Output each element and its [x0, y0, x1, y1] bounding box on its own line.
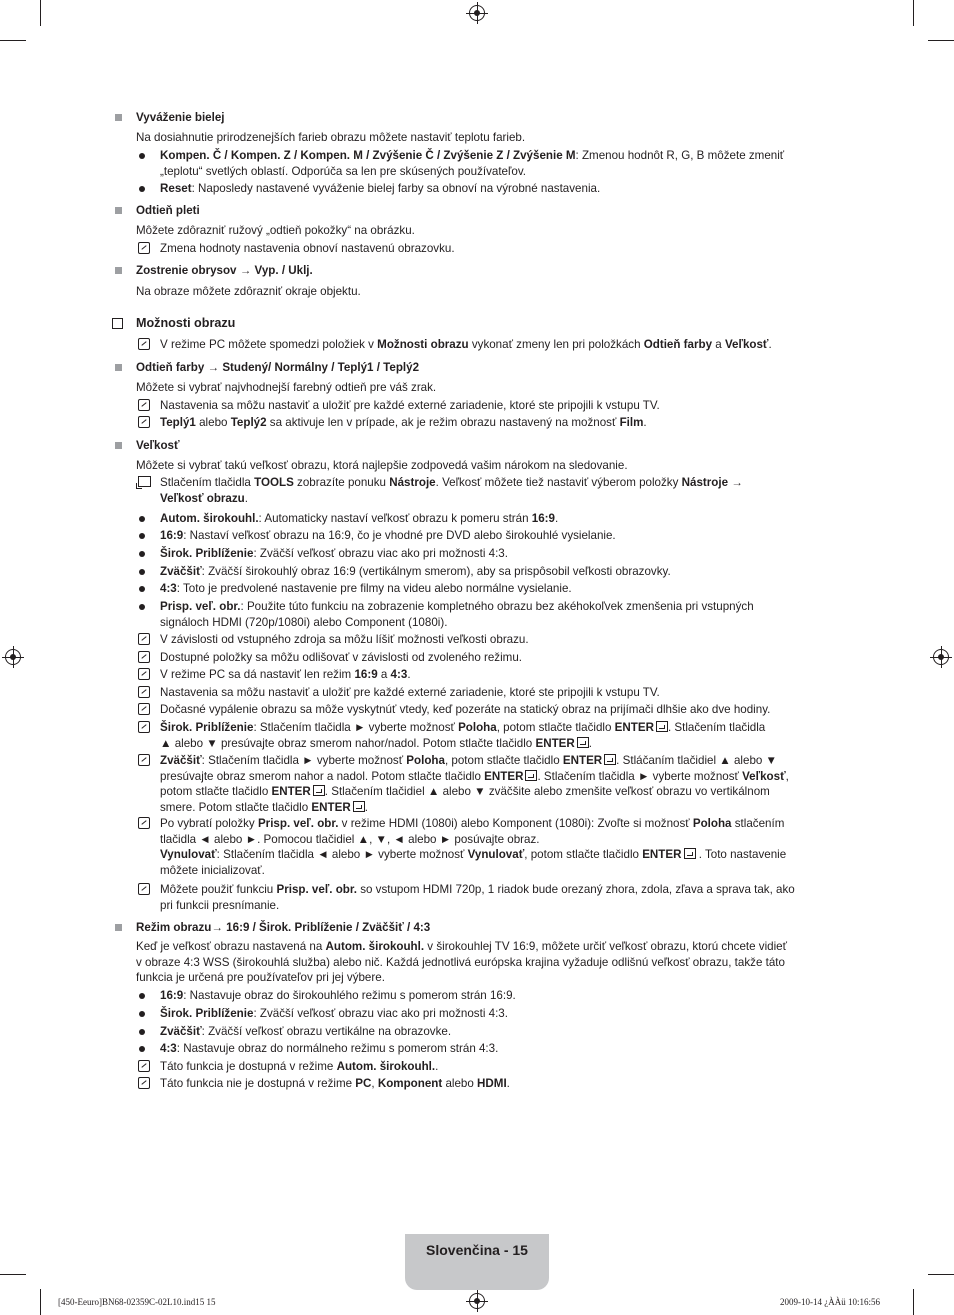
note-item: Táto funkcia nie je dostupná v režime PC, Komponent alebo HDMI. — [160, 1076, 828, 1092]
note-item: Dočasné vypálenie obrazu sa môže vyskytnúť vtedy, keď pozeráte na statický obraz na prijímači dlhšie ako dve hodiny. — [160, 702, 828, 718]
enter-icon — [656, 721, 668, 732]
note-item: Táto funkcia je dostupná v režime Autom. širokouhl.. — [160, 1059, 828, 1075]
enter-icon — [525, 770, 537, 781]
page-number-label: Slovenčina - 15 — [426, 1242, 528, 1258]
print-info-right: 2009-10-14 ¿ÀÀü 10:16:56 — [780, 1297, 880, 1307]
bullet-item: Reset: Naposledy nastavené vyváženie bielej farby sa obnoví na výrobné nastavenia. — [160, 181, 828, 197]
note-item: Nastavenia sa môžu nastaviť a uložiť pre každé externé zariadenie, ktoré ste pripojili k vstupu TV. — [160, 398, 828, 414]
note-item: Zmena hodnoty nastavenia obnoví nastavenú obrazovku. — [160, 241, 828, 257]
note-icon — [138, 633, 150, 645]
bullet-item: Širok. Priblíženie: Zväčší veľkosť obrazu viac ako pri možnosti 4:3. — [160, 546, 828, 562]
bullet-item: Širok. Priblíženie: Zväčší veľkosť obrazu viac ako pri možnosti 4:3. — [160, 1006, 828, 1022]
note-icon — [138, 754, 150, 766]
enter-icon — [577, 737, 589, 748]
bullet-item: Prisp. veľ. obr.: Použite túto funkciu na zobrazenie kompletného obrazu bez akéhokoľvek zmenšenia pri vstupných signáloch HDMI (720p/1080i) alebo Component (1080i). — [160, 599, 828, 630]
note-icon — [138, 668, 150, 680]
note-item: Dostupné položky sa môžu odlišovať v závislosti od zvoleného režimu. — [160, 650, 828, 666]
crop-mark — [928, 40, 954, 41]
paragraph: Môžete si vybrať najvhodnejší farebný odtieň pre váš zrak. — [136, 381, 437, 394]
crop-mark — [40, 1289, 41, 1315]
crop-mark — [40, 0, 41, 26]
enter-icon — [604, 754, 616, 765]
note-item: Po vybratí položky Prisp. veľ. obr. v režime HDMI (1080i) alebo Komponent (1080i): Zvoľte si možnosť Poloha stlačením tlačidla ◄ alebo ►. Pomocou tlačidiel ▲, ▼, ◄ alebo ► posúvajte obraz. Vynulovať: Stlačením tlačidla ◄ alebo ► vyberte možnosť Vynulovať, potom stlačte tlačidlo ENTER . Toto nastavenie môžete inicializovať. — [160, 816, 828, 878]
tools-item: Stlačením tlačidla TOOLS zobrazíte ponuku Nástroje. Veľkosť môžete tiež nastaviť výberom položky Nástroje → Veľkosť obrazu. — [160, 475, 828, 506]
bullet-item: 4:3: Toto je predvolené nastavenie pre filmy na videu alebo normálne vysielanie. — [160, 581, 828, 597]
bullet-item: 16:9: Nastavuje obraz do širokouhlého režimu s pomerom strán 16:9. — [160, 988, 828, 1004]
crop-mark — [0, 40, 26, 41]
subsection-heading: Odtieň pleti — [136, 203, 828, 219]
note-icon — [138, 1077, 150, 1089]
note-icon — [138, 651, 150, 663]
note-item: Širok. Priblíženie: Stlačením tlačidla ► vyberte možnosť Poloha, potom stlačte tlačidlo ENTER . Stlačením tlačidla ▲ alebo ▼ presúvajte obraz smerom nahor/nadol. Potom stlačte tlačidlo ENTER . — [160, 720, 828, 751]
subsection-heading: Odtieň farby → Studený/ Normálny / Teplý1 / Teplý2 — [136, 360, 828, 376]
note-item: V režime PC sa dá nastaviť len režim 16:9 a 4:3. — [160, 667, 828, 683]
paragraph: Na dosiahnutie prirodzenejších farieb obrazu môžete nastaviť teplotu farieb. — [136, 131, 526, 144]
note-icon — [138, 817, 150, 829]
bullet-item: Zväčšiť: Zväčší širokouhlý obraz 16:9 (vertikálnym smerom), aby sa prispôsobil veľkosti obrazovky. — [160, 564, 828, 580]
subsection-heading: Veľkosť — [136, 438, 828, 454]
note-item: Zväčšiť: Stlačením tlačidla ► vyberte možnosť Poloha, potom stlačte tlačidlo ENTER . Stláčaním tlačidiel ▲ alebo ▼ presúvajte obraz smerom nahor a nadol. Potom stlačte tlačidlo ENTER . Stlačením tlačidla ► vyberte možnosť Veľkosť, potom stlačte tlačidlo ENTER . Stlačením tlačidiel ▲ alebo ▼ zväčšite alebo zmenšite veľkosť obrazu vo vertikálnom smere. Potom stlačte tlačidlo ENTER . — [160, 753, 828, 815]
tools-icon — [138, 476, 151, 487]
checkbox-square-icon — [112, 318, 123, 329]
bullet-item: Zväčšiť: Zväčší veľkosť obrazu vertikálne na obrazovke. — [160, 1024, 828, 1040]
note-icon — [138, 703, 150, 715]
note-icon — [138, 721, 150, 733]
enter-icon — [684, 848, 696, 859]
subsection-heading: Režim obrazu→ 16:9 / Širok. Priblíženie / Zväčšiť / 4:3 — [136, 920, 828, 936]
note-icon — [138, 1060, 150, 1072]
section-heading: Možnosti obrazu — [136, 316, 828, 332]
note-icon — [138, 338, 150, 350]
note-item: Nastavenia sa môžu nastaviť a uložiť pre každé externé zariadenie, ktoré ste pripojili k vstupu TV. — [160, 685, 828, 701]
bullet-item: 16:9: Nastaví veľkosť obrazu na 16:9, čo je vhodné pre DVD alebo širokouhlé vysielanie. — [160, 528, 828, 544]
note-icon — [138, 416, 150, 428]
note-icon — [138, 883, 150, 895]
note-item: V závislosti od vstupného zdroja sa môžu líšiť možnosti veľkosti obrazu. — [160, 632, 828, 648]
registration-mark-icon — [469, 1293, 485, 1309]
note-item: Teplý1 alebo Teplý2 sa aktivuje len v prípade, ak je režim obrazu nastavený na možnosť Film. — [160, 415, 828, 431]
print-info-left: [450-Eeuro]BN68-02359C-02L10.ind15 15 — [58, 1297, 216, 1307]
crop-mark — [913, 1289, 914, 1315]
paragraph: Môžete zdôrazniť ružový „odtieň pokožky“ na obrázku. — [136, 224, 415, 237]
enter-icon — [353, 801, 365, 812]
page-footer-tab — [405, 1234, 549, 1290]
registration-mark-icon — [5, 649, 21, 665]
crop-mark — [0, 1274, 26, 1275]
subsection-heading: Zostrenie obrysov → Vyp. / Uklj. — [136, 263, 828, 279]
paragraph: Keď je veľkosť obrazu nastavená na Autom. širokouhl. v širokouhlej TV 16:9, môžete určiť veľkosť obrazu, ktorú chcete vidieť v obraze 4:3 WSS (širokouhlá služba) alebo nič. Každá jednotlivá európska krajina vyžaduje odlišnú veľkosť obrazu, takže táto funkcia je určená pre používateľov pri jej výbere. — [136, 940, 787, 984]
note-item: Môžete použiť funkciu Prisp. veľ. obr. so vstupom HDMI 720p, 1 riadok bude orezaný zhora, zdola, zľava a sprava tak, ako pri funkcii presnímanie. — [160, 882, 828, 913]
crop-mark — [928, 1274, 954, 1275]
registration-mark-icon — [933, 649, 949, 665]
subsection-heading: Vyváženie bielej — [136, 110, 828, 126]
crop-mark — [913, 0, 914, 26]
paragraph: Môžete si vybrať takú veľkosť obrazu, ktorá najlepšie zodpovedá vašim nárokom na sledovanie. — [136, 459, 628, 472]
note-icon — [138, 686, 150, 698]
bullet-item: Autom. širokouhl.: Automaticky nastaví veľkosť obrazu k pomeru strán 16:9. — [160, 511, 828, 527]
bullet-item: 4:3: Nastavuje obraz do normálneho režimu s pomerom strán 4:3. — [160, 1041, 828, 1057]
note-item: V režime PC môžete spomedzi položiek v Možnosti obrazu vykonať zmeny len pri položkách Odtieň farby a Veľkosť. — [160, 337, 828, 353]
paragraph: Na obraze môžete zdôrazniť okraje objektu. — [136, 285, 361, 298]
note-icon — [138, 399, 150, 411]
enter-icon — [313, 785, 325, 796]
bullet-item: Kompen. Č / Kompen. Z / Kompen. M / Zvýšenie Č / Zvýšenie Z / Zvýšenie M: Zmenou hodnôt R, G, B môžete zmeniť „teplotu“ svetlých oblastí. Odporúča sa len pre skúsených používateľov. — [160, 148, 828, 179]
registration-mark-icon — [469, 5, 485, 21]
note-icon — [138, 242, 150, 254]
